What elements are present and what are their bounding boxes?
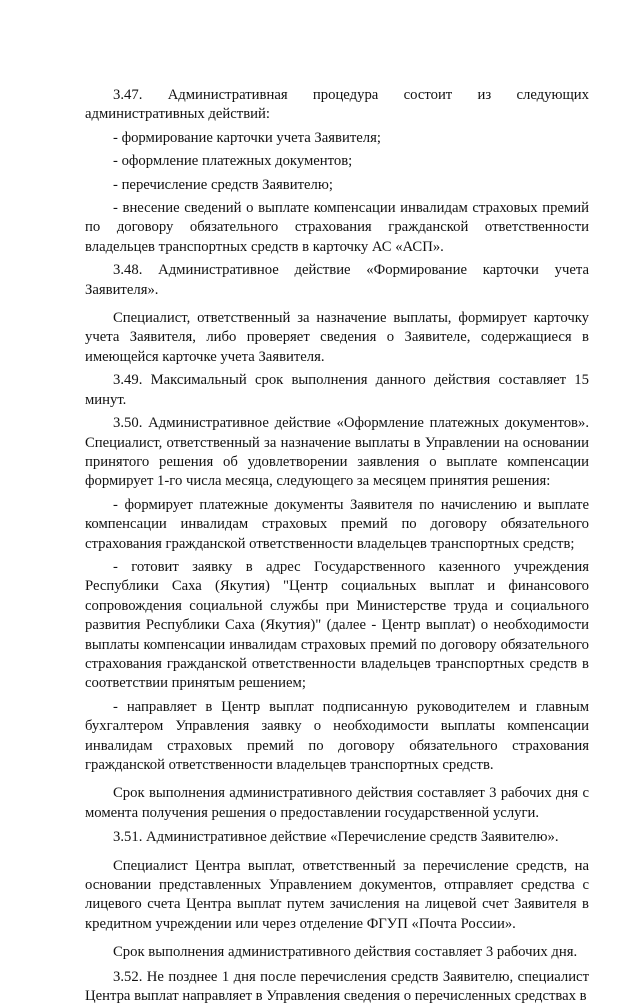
list-item-card: - формирование карточки учета Заявителя; (113, 129, 381, 146)
paragraph-3-52: 3.52. Не позднее 1 дня после перечисления средств Заявителю, специалист Центра выплат направляет в Управления сведения о перечисленных средствах в (85, 968, 589, 1005)
list-item-records: - внесение сведений о выплате компенсации инвалидам страховых премий по договору обязательного страхования гражданской ответственности владельцев транспортных средств в карточку АС «АСП». (85, 200, 589, 255)
paragraph-deadline-1: Срок выполнения административного действия составляет 3 рабочих дня с момента получения решения о предоставлении государственной услуги. (85, 785, 589, 821)
paragraph-specialist-card: Специалист, ответственный за назначение выплаты, формирует карточку учета Заявителя, либо проверяет сведения о Заявителе, содержащиеся в имеющейся карточке учета Заявителя. (85, 310, 589, 365)
paragraph-3-51: 3.51. Административное действие «Перечисление средств Заявителю». (113, 829, 559, 846)
paragraph-transfer-specialist: Специалист Центра выплат, ответственный за перечисление средств, на основании представленных Управлением документов, отправляет средства с лицевого счета Центра выплат путем зачисления на лицевой счет Заявителя в кредитном учреждении или через отделение ФГУП «Почта России». (85, 857, 589, 932)
list-item-prepares-request: - готовит заявку в адрес Государственного казенного учреждения Республики Саха (Якутия) "Центр социальных выплат и финансового сопровождения социальной службы при Министерстве труда и социального развития Республики Саха (Якутия)" (далее - Центр выплат) о необходимости выплаты компенсации инвалидам страховых премий по договору обязательного страхования гражданской ответственности владельцев транспортных средств в соответствии принятым решением; (85, 558, 589, 692)
paragraph-3-50: 3.50. Административное действие «Оформление платежных документов». Специалист, ответственный за назначение выплаты в Управлении на основании принятого решения об удовлетворении заявления о выплате компенсации формирует 1-го числа месяца, следующего за месяцем принятия решения: (85, 415, 589, 490)
paragraph-3-47: 3.47. Административная процедура состоит из следующих административных действий: (85, 87, 589, 123)
list-item-transfer: - перечисление средств Заявителю; (113, 176, 333, 193)
list-item-forms-docs: - формирует платежные документы Заявителя по начислению и выплате компенсации инвалидам страховых премий по договору обязательного страхования гражданской ответственности владельцев транспортных средств; (85, 496, 589, 552)
document-page (85, 86, 589, 1006)
paragraph-3-49: 3.49. Максимальный срок выполнения данного действия составляет 15 минут. (85, 372, 589, 408)
list-item-sends-request: - направляет в Центр выплат подписанную руководителем и главным бухгалтером Управления заявку о необходимости выплаты компенсации инвалидам страховых премий по договору обязательного страхования гражданской ответственности владельцев транспортных средств. (85, 698, 589, 773)
list-item-payment-docs: - оформление платежных документов; (113, 153, 353, 170)
paragraph-3-48: 3.48. Административное действие «Формирование карточки учета Заявителя». (85, 262, 589, 298)
paragraph-deadline-2: Срок выполнения административного действия составляет 3 рабочих дня. (113, 944, 578, 961)
